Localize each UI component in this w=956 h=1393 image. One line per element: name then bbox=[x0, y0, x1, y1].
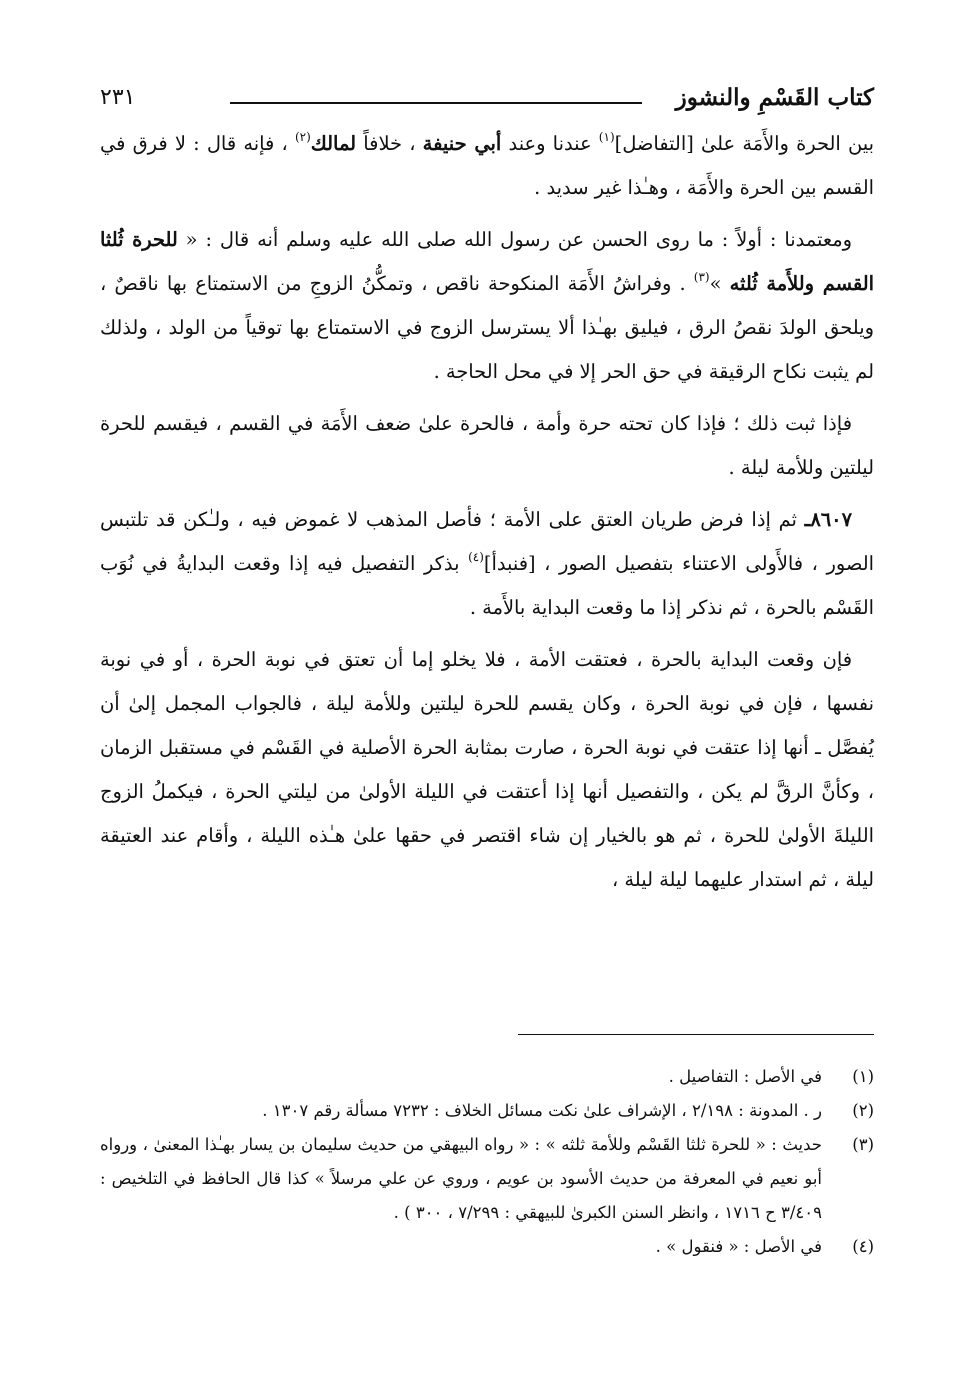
paragraph-5 bbox=[100, 638, 874, 902]
paragraph-1 bbox=[100, 122, 874, 210]
header-rule bbox=[230, 102, 642, 104]
name-abu-hanifa: أبي حنيفة bbox=[422, 132, 502, 155]
footnote-text: في الأصل : التفاصيل . bbox=[668, 1067, 822, 1086]
footnote-ref-1[interactable]: (١) bbox=[598, 129, 615, 144]
page-header bbox=[100, 78, 874, 118]
text-run: ثم إذا فرض طريان العتق على الأمة ؛ فأصل المذهب لا غموض فيه ، ولـٰكن قد تلتبس الصور ، فالأَولى الاعتناء بتفصيل الصور ، [فنبدأ] bbox=[100, 508, 875, 575]
name-malik: لمالك bbox=[310, 132, 357, 155]
book-title: كتاب القَسْمِ والنشوز bbox=[675, 84, 874, 111]
text-run: ، خلافاً bbox=[356, 132, 423, 155]
text-run: ومعتمدنا : أولاً : ما روى الحسن عن رسول الله صلى الله عليه وسلم أنه قال : « bbox=[177, 228, 853, 251]
issue-number: ٨٦٠٧ـ bbox=[804, 508, 852, 531]
text-run: فإن وقعت البداية بالحرة ، فعتقت الأمة ، فلا يخلو إما أن تعتق في نوبة الحرة ، أو في نوبة نفسها ، فإن في نوبة الحرة ، وكان يقسم للحرة ليلتين وللأمة ليلة ، فالجواب المجمل إلىٰ أن يُفصَّل ـ أنها إذا عتقت في نوبة الحرة ، صارت بمثابة الحرة الأصلية في القَسْم في مستقبل الزمان ، وكأنَّ الرقَّ لم يكن ، والتفصيل أنها إذا أعتقت في الليلة الأولىٰ من ليلتي الحرة ، فيكملُ الزوج الليلةَ الأولىٰ للحرة ، ثم هو بالخيار إن شاء اقتصر في حقها علىٰ هـٰذه الليلة ، وأقام عند العتيقة ليلة ، ثم استدار عليهما ليلة ليلة ، bbox=[100, 648, 875, 891]
text-run: بين الحرة والأَمَة علىٰ [التفاضل] bbox=[614, 132, 875, 155]
footnote-number: (١) bbox=[852, 1067, 874, 1086]
footnote-separator bbox=[518, 1034, 874, 1035]
text-run: فإذا ثبت ذلك ؛ فإذا كان تحته حرة وأمة ، فالحرة علىٰ ضعف الأَمَة في القسم ، فيقسم للحرة ليلتين وللأمة ليلة . bbox=[100, 412, 874, 479]
footnote-item bbox=[100, 1060, 874, 1094]
hadith-quote: للحرة ثُلثا القسم وللأَمة ثُلثه bbox=[100, 228, 875, 295]
footnote-number: (٣) bbox=[852, 1135, 874, 1154]
footnote-text: حديث : « للحرة ثلثا القَسْم وللأمة ثلثه » : « رواه البيهقي من حديث سليمان بن يسار بهـٰذا المعنىٰ ، ورواه أبو نعيم في المعرفة من حديث الأسود بن عويم ، وروي عن علي مرسلاً » كذا قال الحافظ في التلخيص : ٣/٤٠٩ ح ١٧١٦ ، وانظر السنن الكبرىٰ للبيهقي : ٧/٢٩٩ ، ٣٠٠ ) . bbox=[100, 1135, 822, 1222]
footnote-item bbox=[100, 1128, 874, 1230]
footnote-ref-3[interactable]: (٣) bbox=[693, 269, 710, 284]
paragraph-4 bbox=[100, 498, 874, 630]
paragraph-3 bbox=[100, 402, 874, 490]
text-run: ، فإنه قال : لا فرق في القسم بين الحرة والأَمَة ، وهـٰذا غير سديد . bbox=[100, 132, 874, 199]
footnote-ref-2[interactable]: (٢) bbox=[294, 129, 311, 144]
footnote-ref-4[interactable]: (٤) bbox=[468, 549, 484, 564]
page-number: ٢٣١ bbox=[100, 85, 136, 110]
footnote-number: (٢) bbox=[852, 1101, 874, 1120]
footnote-text: ر . المدونة : ٢/١٩٨ ، الإشراف علىٰ نكت مسائل الخلاف : ٧٢٣٢ مسألة رقم ١٣٠٧ . bbox=[262, 1101, 822, 1120]
text-run: عندنا وعند bbox=[501, 132, 599, 155]
footnote-number: (٤) bbox=[852, 1237, 874, 1256]
paragraph-2 bbox=[100, 218, 874, 394]
text-run: » bbox=[709, 272, 730, 295]
text-run: . وفراشُ الأَمَة المنكوحة ناقص ، وتمكُّنُ الزوجِ من الاستمتاع بها ناقصٌ ، ويلحق الولدَ نقصُ الرق ، فيليق بهـٰذا ألا يسترسل الزوج في الاستمتاع بها توقياً من الولد ، ولذلك لم يثبت نكاح الرقيقة في حق الحر إلا في محل الحاجة . bbox=[100, 272, 874, 383]
footnote-item bbox=[100, 1230, 874, 1264]
footnotes bbox=[100, 1060, 874, 1264]
footnote-item bbox=[100, 1094, 874, 1128]
footnote-text: في الأصل : « فنقول » . bbox=[655, 1237, 822, 1256]
main-text bbox=[100, 122, 874, 910]
text-run: بذكر التفصيل فيه إذا وقعت البدايةُ في نُوَب القَسْم بالحرة ، ثم نذكر إذا ما وقعت البداية بالأَمة . bbox=[100, 552, 874, 619]
